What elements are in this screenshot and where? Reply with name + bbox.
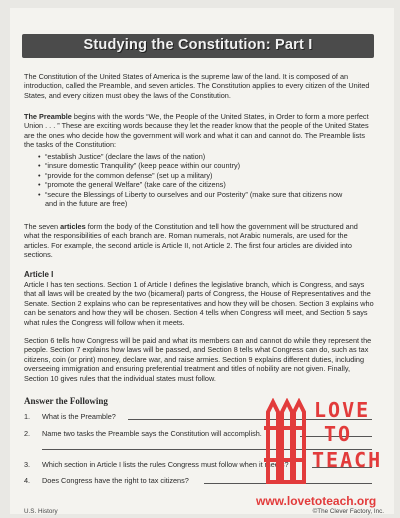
list-item-continuation: and in the future are free) bbox=[45, 199, 128, 209]
logo-word-teach: TEACH bbox=[312, 448, 383, 472]
list-item: • “provide for the common defense” (set up a military) bbox=[38, 171, 368, 180]
intro-paragraph: The Constitution of the United States of America is the supreme law of the land. It is composed of an introduction, called the Preamble, and seven articles. The Constitution applies to every citizen of the United States, and every citizen must obey the laws of the Constitution. bbox=[24, 72, 370, 100]
logo-url: www.lovetoteach.org bbox=[256, 494, 377, 508]
footer-copyright: ©The Clever Factory, Inc. bbox=[312, 508, 384, 515]
list-item: • “secure the Blessings of Liberty to ourselves and our Posterity” (make sure that citizens now and in the future are free) bbox=[38, 190, 368, 209]
logo-word-love: LOVE bbox=[314, 398, 371, 422]
preamble-text: begins with the words “We, the People of the United States, in Order to form a more perfect Union . . . ” These are exciting words because they let the reader know that the people of the United States are the ones who decide how the government will work and what it can and cannot do. The Preamble lists the tasks of the Constitution: bbox=[24, 112, 369, 150]
article-i-paragraph-2: Section 6 tells how Congress will be paid and what its members can and cannot do while they represent the people. Section 7 explains how laws will be passed, and Section 8 tells what Congress can do, such as tax citizens, coin (or print) money, declare war, and raise armies. Section 9 explains different duties, including overseeing immigration and ensuring preferential treatment and titles of nobility are not given. Finally, Section 10 gives rules that the individual states must follow. bbox=[24, 336, 372, 383]
preamble-task-list bbox=[38, 152, 368, 208]
title-banner bbox=[22, 34, 374, 58]
page-title: Studying the Constitution: Part I bbox=[83, 37, 313, 53]
list-item: • “promote the general Welfare” (take care of the citizens) bbox=[38, 180, 368, 189]
love-to-teach-watermark bbox=[256, 398, 392, 508]
fence-icon bbox=[262, 398, 306, 484]
articles-lead: articles bbox=[60, 222, 86, 231]
preamble-paragraph bbox=[24, 112, 374, 150]
answer-heading: Answer the Following bbox=[24, 396, 108, 406]
list-item: • “insure domestic Tranquility” (keep peace within our country) bbox=[38, 161, 368, 170]
logo-word-to: TO bbox=[324, 422, 353, 446]
footer-subject: U.S. History bbox=[24, 508, 58, 515]
preamble-lead: The Preamble bbox=[24, 112, 72, 121]
article-i-paragraph-1: Article I has ten sections. Section 1 of Article I defines the legislative branch, which is Congress, and says that all laws will be created by the two (bicameral) parts of Congress, the House of Representatives and the Senate. Section 2 explains who can be representatives and how they will be chosen. Section 3 explains who can be senators and how they will be chosen. Section 4 tells when Congress will meet, and Section 5 says what rules the Congress will follow when it meets. bbox=[24, 280, 374, 327]
articles-paragraph: The seven articles form the body of the Constitution and tell how the government will be structured and what the responsibilities of each branch are. Roman numerals, not Arabic numerals, are used for the articles. For example, the second article is Article II, not Article 2. The first four articles are divided into sections. bbox=[24, 222, 358, 260]
article-i-heading: Article I bbox=[24, 270, 54, 279]
list-item: • “establish Justice” (declare the laws of the nation) bbox=[38, 152, 368, 161]
